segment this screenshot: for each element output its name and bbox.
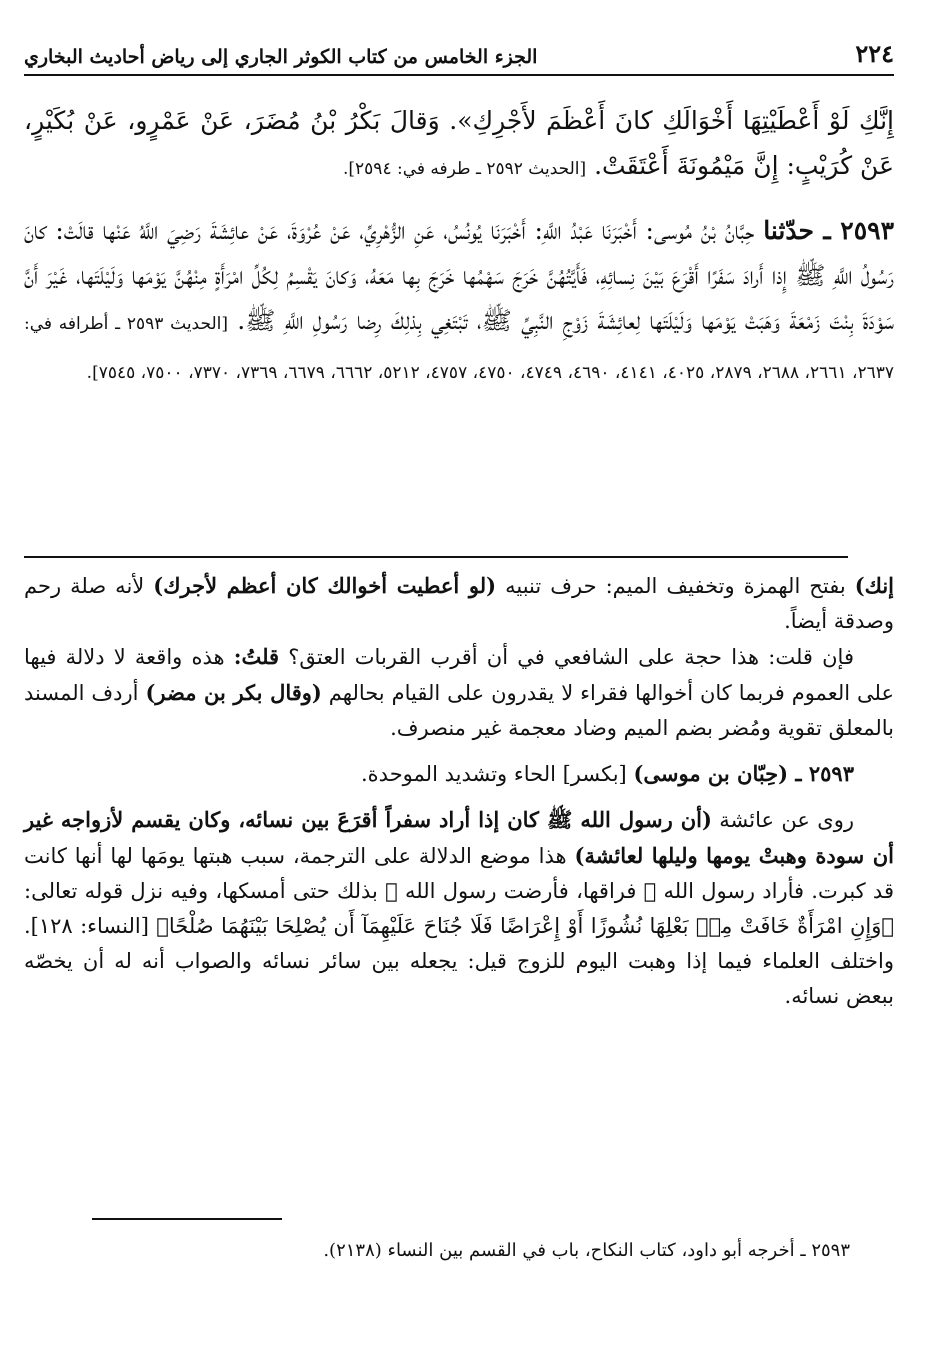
- commentary-text: روى عن عائشة: [711, 808, 855, 832]
- commentary-text: لأنه صلة رحم وصدقة أيضاً.: [24, 574, 894, 633]
- commentary-term: (لو أعطيت أخوالك كان أعظم لأجرك): [153, 573, 497, 598]
- commentary-term: ٢٥٩٣ ـ (حِبّان بن موسى): [633, 761, 854, 786]
- hadith-2592-end: [24, 98, 894, 192]
- running-title: الجزء الخامس من كتاب الكوثر الجاري إلى رياض أحاديث البخاري: [24, 46, 538, 68]
- footnote: ٢٥٩٣ ـ أخرجه أبو داود، كتاب النكاح، باب في القسم بين النساء (٢١٣٨).: [323, 1240, 850, 1261]
- commentary-text: [بكسر] الحاء وتشديد الموحدة.: [361, 762, 634, 786]
- page-header: [24, 40, 894, 76]
- commentary-text: هذه واقعة لا دلالة فيها على العموم فربما كان أخوالها فقراء لا يقدرون على القيام بحالهم: [24, 645, 894, 705]
- hadith-2592-reference: [الحديث ٢٥٩٢ ـ طرفه في: ٢٥٩٤].: [343, 159, 587, 179]
- page-number: ٢٢٤: [855, 39, 894, 68]
- hadith-text-block: [24, 98, 894, 396]
- hadith-2593-label: ٢٥٩٣ ـ حدّثنا: [763, 216, 894, 245]
- hadith-2593: [24, 208, 894, 396]
- commentary-paragraph-2: [24, 639, 894, 746]
- commentary-term: قلتُ:: [233, 644, 280, 669]
- hadith-2592-text: إِنَّكِ لَوْ أَعْطَيْتِهَا أَخْوَالَكِ كانَ أَعْظَمَ لأَجْرِكِ». وَقالَ بَكْرُ بْنُ مُضَرَ، عَنْ عَمْرٍو، عَنْ بُكَيْرٍ، عَنْ كُرَيْبٍ: إِنَّ مَيْمُونَةَ أَعْتَقَتْ.: [24, 106, 894, 180]
- commentary-term: (أن رسول الله ﷺ كان إذا أراد سفراً أقرَعَ بين نسائه، وكان يقسم لأزواجه غير أن سودة وهبتْ يومها وليلها لعائشة): [24, 807, 894, 868]
- commentary-text: فإن قلت: هذا حجة على الشافعي في أن أقرب القربات العتق؟: [279, 645, 854, 669]
- section-divider: [24, 556, 848, 558]
- commentary-text: هذا موضع الدلالة على الترجمة، سبب هبتها يومَها لها أنها كانت قد كبرت. فأراد رسول الله ﷺ فراقها، فأرضت رسول الله ﷺ بذلك حتى أمسكها، وفيه نزل قوله تعالى:: [24, 844, 894, 903]
- commentary-paragraph-3: [24, 756, 894, 792]
- hadith-2593-text: حِبَّانُ بْنُ مُوسى: أَخْبَرَنَا عَبْدُ اللَّهِ: أَخْبَرَنَا يُونُسُ، عَنِ الزُّهْرِيِّ، عَنْ عُرْوَةَ، عَنْ عائِشَةَ رَضِيَ اللَّهُ عَنْها قالَتْ: كانَ رَسُولُ اللَّهِ ﷺ إِذا أَرادَ سَفَرًا أَقْرَعَ بَيْنَ نِسائِهِ، فَأَيَّتُهُنَّ خَرَجَ سَهْمُها خَرَجَ بِها مَعَهُ، وَكانَ يَقْسِمُ لِكُلِّ امْرَأَةٍ مِنْهُنَّ يَوْمَها وَلَيْلَتَها، غَيْرَ أَنَّ سَوْدَةَ بِنْتَ زَمْعَةَ وَهَبَتْ يَوْمَها وَلَيْلَتَها لِعائِشَةَ زَوْجِ النَّبِيِّ ﷺ، تَبْتَغِي بِذلِكَ رِضا رَسُولِ اللَّهِ ﷺ.: [24, 216, 895, 335]
- footnote-divider: [92, 1218, 282, 1220]
- commentary-term: (وقال بكر بن مضر): [145, 680, 322, 705]
- commentary-text: أردف المسند بالمعلق تقوية ومُضر بضم الميم وضاد معجمة غير منصرف.: [24, 681, 894, 740]
- hadith-2593-reference: [الحديث ٢٥٩٣ ـ أطرافه في: ٢٦٣٧، ٢٦٦١، ٢٦٨٨، ٢٨٧٩، ٤٠٢٥، ٤١٤١، ٤٦٩٠، ٤٧٤٩، ٤٧٥٠، ٤٧٥٧، ٥٢١٢، ٦٦٦٢، ٦٦٧٩، ٧٣٦٩، ٧٣٧٠، ٧٥٠٠، ٧٥٤٥].: [24, 314, 894, 383]
- commentary-paragraph-4: [24, 802, 894, 1014]
- commentary-text: [النساء: ١٢٨]. واختلف العلماء فيما إذا وهبت اليوم للزوج قيل: يجعله بين سائر نسائه والصواب أنه له أن يخصّه ببعض نسائه.: [24, 914, 894, 1008]
- commentary-text: بفتح الهمزة وتخفيف الميم: حرف تنبيه: [496, 574, 855, 598]
- quran-verse: ﴿وَإِنِ امْرَأَةٌ خَافَتْ مِنۢ بَعْلِهَا نُشُوزًا أَوْ إِعْرَاضًا فَلَا جُنَاحَ عَلَيْهِمَآ أَن يُصْلِحَا بَيْنَهُمَا صُلْحًا﴾: [156, 914, 894, 938]
- commentary-term: إنك): [854, 573, 895, 598]
- commentary-block: [24, 568, 894, 1014]
- commentary-paragraph-1: [24, 568, 894, 639]
